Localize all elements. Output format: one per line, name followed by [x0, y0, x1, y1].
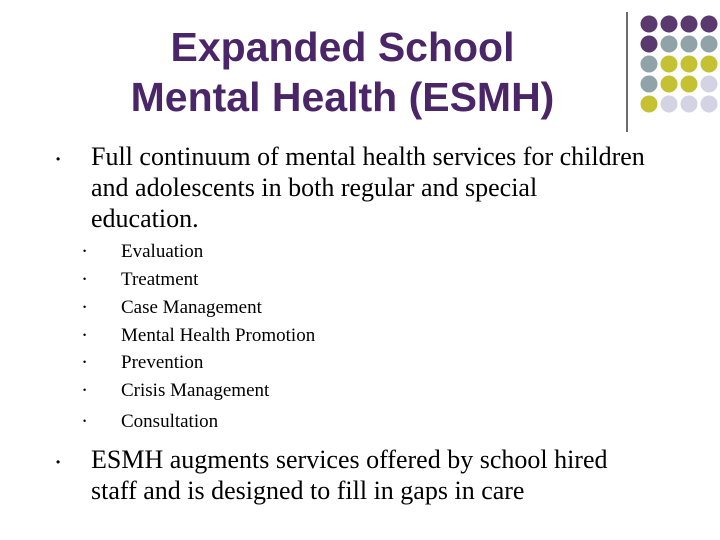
subpoint-case-management: Case Management: [121, 297, 262, 318]
decorative-dot: [661, 76, 678, 93]
decorative-dot: [701, 16, 718, 33]
subpoint-mental-health-promotion: Mental Health Promotion: [121, 325, 316, 346]
bullet-icon: •: [56, 455, 61, 469]
decorative-dot: [681, 16, 698, 33]
sub-bullet-icon: •: [83, 330, 87, 340]
sub-bullet-icon: •: [83, 385, 87, 395]
decorative-dot: [641, 36, 658, 53]
sub-bullet-icon: •: [83, 416, 87, 426]
sub-bullet-icon: •: [83, 357, 87, 367]
sub-bullet-icon: •: [83, 302, 87, 312]
decorative-dot-grid: [639, 14, 719, 134]
main-point-2: ESMH augments services offered by school hired staff and is designed to fill in gaps in care: [91, 445, 608, 505]
decorative-dot: [681, 96, 698, 113]
subpoint-prevention: Prevention: [121, 352, 204, 373]
subpoint-crisis-management: Crisis Management: [121, 380, 270, 401]
sub-bullet-icon: •: [83, 274, 87, 284]
decorative-dot: [661, 16, 678, 33]
decorative-dot: [641, 56, 658, 73]
decorative-dot: [661, 56, 678, 73]
slide-title-line-2: Mental Health (ESMH): [130, 74, 555, 120]
subpoint-treatment: Treatment: [121, 269, 199, 290]
subpoint-consultation: Consultation: [121, 411, 219, 432]
decorative-dot: [701, 76, 718, 93]
subpoint-evaluation: Evaluation: [121, 241, 204, 262]
decorative-dot: [701, 96, 718, 113]
decorative-dot: [641, 16, 658, 33]
decorative-dot: [681, 76, 698, 93]
decorative-dot: [661, 36, 678, 53]
decorative-dot: [661, 96, 678, 113]
dot-grid-graphic: [639, 14, 719, 134]
decorative-dot: [681, 36, 698, 53]
decorative-dot: [641, 76, 658, 93]
main-point-1: Full continuum of mental health services for children and adolescents in both regular and special education.: [91, 142, 645, 233]
decorative-dot: [701, 36, 718, 53]
vertical-divider: [626, 12, 628, 132]
bullet-icon: •: [56, 152, 61, 166]
slide-title-line-1: Expanded School: [170, 24, 515, 70]
sub-bullet-icon: •: [83, 246, 87, 256]
decorative-dot: [641, 96, 658, 113]
decorative-dot: [701, 56, 718, 73]
slide-title: [70, 22, 615, 122]
decorative-dot: [681, 56, 698, 73]
